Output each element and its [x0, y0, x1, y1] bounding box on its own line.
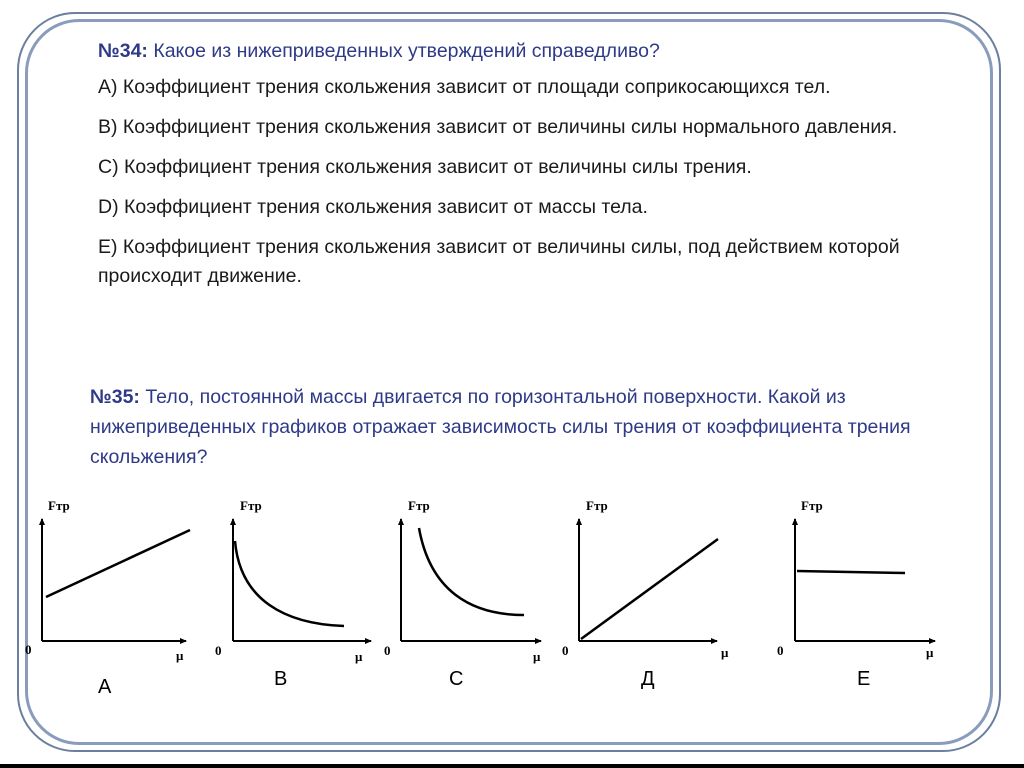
question-34-option-d: D) Коэффициент трения скольжения зависит от массы тела. — [98, 196, 648, 218]
graph-a-origin-label: 0 — [25, 642, 32, 657]
graph-b-x-label: μ — [355, 649, 363, 664]
question-34-option-a: А) Коэффициент трения скольжения зависит от площади соприкосающихся тел. — [98, 76, 831, 98]
graph-c-curve — [419, 528, 524, 615]
graph-d-origin-label: 0 — [562, 643, 569, 658]
graph-a-y-label: Fтр — [48, 498, 70, 513]
graph-d-x-label: μ — [721, 645, 729, 660]
graph-a-curve — [46, 530, 190, 597]
graph-c-origin-label: 0 — [384, 643, 391, 658]
graph-e-x-label: μ — [926, 645, 934, 660]
graph-a-letter: А — [98, 676, 112, 698]
graph-d — [562, 498, 729, 690]
graph-a — [25, 498, 190, 698]
question-35-number: №35: — [90, 386, 140, 408]
graph-b-curve — [235, 541, 344, 626]
graph-c — [384, 498, 541, 690]
graph-e-origin-label: 0 — [777, 643, 784, 658]
graph-d-letter: Д — [641, 668, 655, 690]
graph-b-y-label: Fтр — [240, 498, 262, 513]
question-34-option-e: Е) Коэффициент трения скольжения зависит от величины силы, под действием которой происходит движение. — [98, 236, 900, 287]
question-34-text: Какое из нижеприведенных утверждений справедливо? — [147, 40, 660, 62]
graph-b — [215, 498, 371, 690]
question-34-option-c: С) Коэффициент трения скольжения зависит от величины силы трения. — [98, 156, 752, 178]
question-34-option-b: В) Коэффициент трения скольжения зависит от величины силы нормального давления. — [98, 116, 898, 138]
graph-c-letter: С — [449, 668, 464, 690]
graph-d-y-label: Fтр — [586, 498, 608, 513]
graph-c-y-label: Fтр — [408, 498, 430, 513]
question-34-number: №34: — [98, 40, 148, 62]
graph-e-curve — [797, 571, 905, 573]
graph-b-letter: В — [274, 668, 288, 690]
question-35-text: Тело, постоянной массы двигается по горизонтальной поверхности. Какой из нижеприведенных графиков отражает зависимость силы трения от коэффициента трения скольжения? — [90, 386, 911, 468]
graph-a-x-label: μ — [176, 648, 184, 663]
graph-e — [777, 498, 935, 690]
graph-b-origin-label: 0 — [215, 643, 222, 658]
graph-c-x-label: μ — [533, 649, 541, 664]
graph-d-curve — [581, 539, 718, 639]
graph-e-y-label: Fтр — [801, 498, 823, 513]
graph-e-letter: Е — [857, 668, 871, 690]
